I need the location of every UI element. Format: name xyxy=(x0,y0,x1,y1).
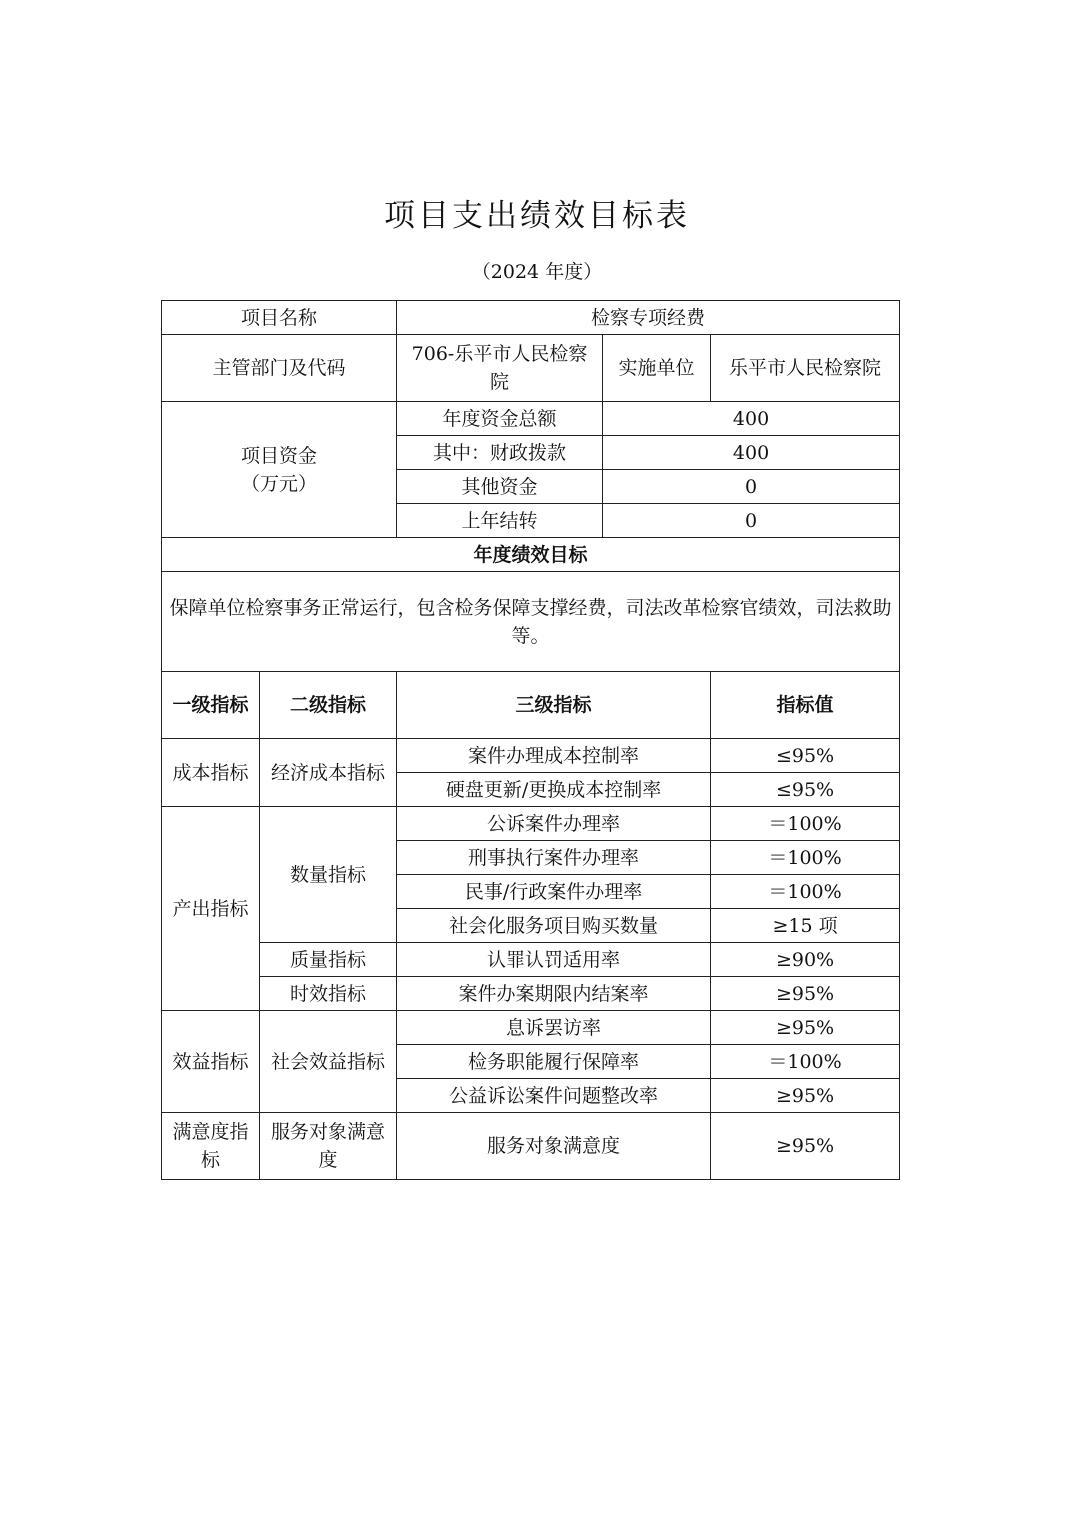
indicator-value: ＝100% xyxy=(711,841,900,875)
indicator-level1: 效益指标 xyxy=(162,1011,260,1113)
indicator-level3: 案件办理成本控制率 xyxy=(397,739,711,773)
indicator-value: ≥95% xyxy=(711,1113,900,1180)
indicator-level3: 民事/行政案件办理率 xyxy=(397,875,711,909)
indicator-level1: 成本指标 xyxy=(162,739,260,807)
indicator-level2: 经济成本指标 xyxy=(260,739,397,807)
header-level3: 三级指标 xyxy=(397,672,711,739)
funds-label-cell xyxy=(162,402,397,538)
indicator-level3: 社会化服务项目购买数量 xyxy=(397,909,711,943)
funds-row-value: 400 xyxy=(603,402,900,436)
indicator-level3: 公益诉讼案件问题整改率 xyxy=(397,1079,711,1113)
indicator-row xyxy=(162,1113,900,1180)
dept-value: 706-乐平市人民检察院 xyxy=(397,335,603,402)
indicator-value: ＝100% xyxy=(711,807,900,841)
annual-goal-text: 保障单位检察事务正常运行，包含检务保障支撑经费，司法改革检察官绩效，司法救助等。 xyxy=(162,572,900,672)
indicator-value: ≥95% xyxy=(711,977,900,1011)
funds-row-label: 其中：财政拨款 xyxy=(397,436,603,470)
indicator-level1: 产出指标 xyxy=(162,807,260,1011)
indicator-value: ＝100% xyxy=(711,875,900,909)
indicator-row xyxy=(162,1011,900,1045)
funds-label: 项目资金 xyxy=(241,444,318,467)
funds-row-value: 0 xyxy=(603,470,900,504)
indicator-row xyxy=(162,739,900,773)
impl-value: 乐平市人民检察院 xyxy=(711,335,900,402)
indicator-value: ≥15 项 xyxy=(711,909,900,943)
page-subtitle: （2024 年度） xyxy=(471,261,603,283)
indicator-level2: 社会效益指标 xyxy=(260,1011,397,1113)
indicator-value: ≤95% xyxy=(711,773,900,807)
indicator-level3: 刑事执行案件办理率 xyxy=(397,841,711,875)
indicator-level2: 时效指标 xyxy=(260,977,397,1011)
performance-table xyxy=(161,300,900,1180)
project-name-label: 项目名称 xyxy=(162,301,397,335)
header-value: 指标值 xyxy=(711,672,900,739)
indicator-value: ≥95% xyxy=(711,1079,900,1113)
indicator-row xyxy=(162,807,900,841)
indicator-level3: 检务职能履行保障率 xyxy=(397,1045,711,1079)
indicator-level3: 硬盘更新/更换成本控制率 xyxy=(397,773,711,807)
funds-unit: （万元） xyxy=(241,472,318,495)
header-level1: 一级指标 xyxy=(162,672,260,739)
indicator-row xyxy=(162,943,900,977)
funds-row-value: 0 xyxy=(603,504,900,538)
indicator-row xyxy=(162,977,900,1011)
indicator-level1: 满意度指标 xyxy=(162,1113,260,1180)
indicator-level3: 公诉案件办理率 xyxy=(397,807,711,841)
indicator-level2: 质量指标 xyxy=(260,943,397,977)
dept-label: 主管部门及代码 xyxy=(162,335,397,402)
indicator-level2: 数量指标 xyxy=(260,807,397,943)
indicator-value: ≤95% xyxy=(711,739,900,773)
indicator-level2: 服务对象满意度 xyxy=(260,1113,397,1180)
funds-row-label: 其他资金 xyxy=(397,470,603,504)
indicator-level3: 服务对象满意度 xyxy=(397,1113,711,1180)
indicator-level3: 认罪认罚适用率 xyxy=(397,943,711,977)
header-level2: 二级指标 xyxy=(260,672,397,739)
indicator-value: ≥95% xyxy=(711,1011,900,1045)
indicator-value: ≥90% xyxy=(711,943,900,977)
funds-row-label: 上年结转 xyxy=(397,504,603,538)
indicator-level3: 息诉罢访率 xyxy=(397,1011,711,1045)
annual-goal-label: 年度绩效目标 xyxy=(162,538,900,572)
impl-label: 实施单位 xyxy=(603,335,711,402)
project-name-value: 检察专项经费 xyxy=(397,301,900,335)
funds-row-value: 400 xyxy=(603,436,900,470)
indicator-value: ＝100% xyxy=(711,1045,900,1079)
indicator-level3: 案件办案期限内结案率 xyxy=(397,977,711,1011)
page-title: 项目支出绩效目标表 xyxy=(384,198,690,234)
funds-row-label: 年度资金总额 xyxy=(397,402,603,436)
